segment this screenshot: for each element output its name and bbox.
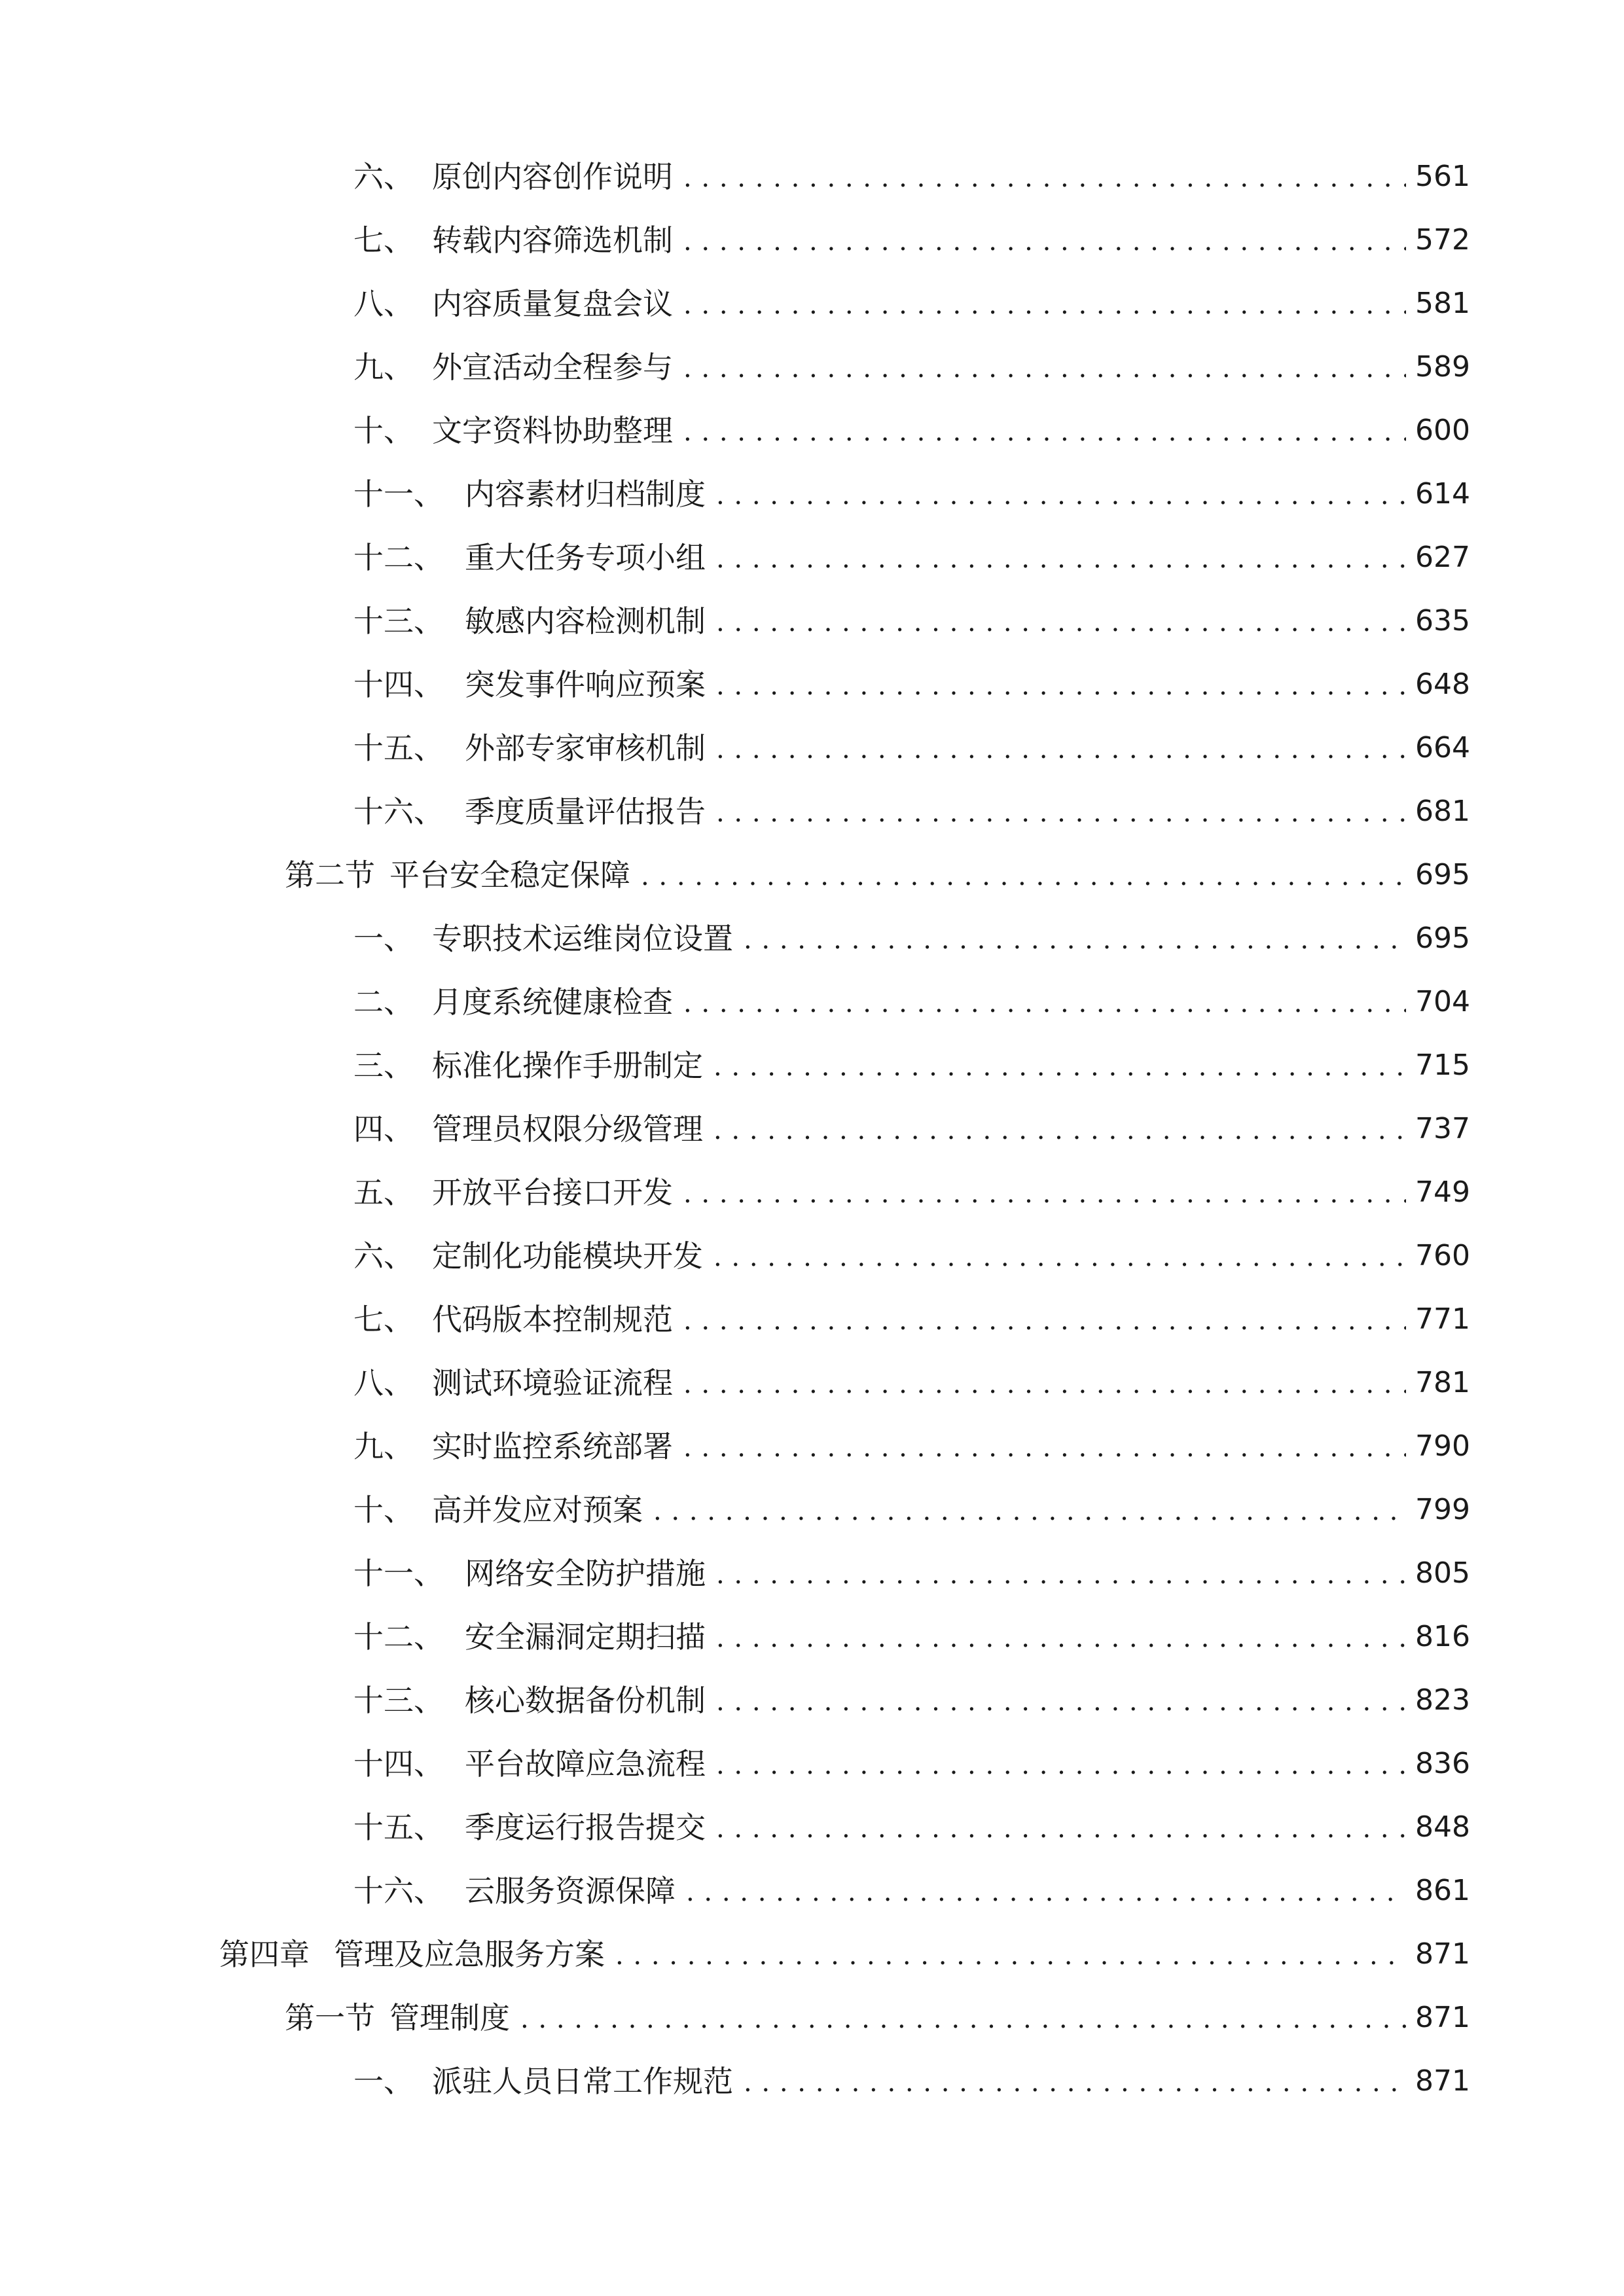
toc-leader-dots — [615, 1929, 1406, 1979]
toc-entry-page: 572 — [1415, 223, 1470, 257]
toc-entry-number: 十五、 — [353, 730, 444, 766]
toc-entry-title: 管理员权限分级管理 — [432, 1111, 703, 1147]
toc-entry-page: 861 — [1415, 1874, 1470, 1907]
toc-entry-title: 标准化操作手册制定 — [432, 1048, 703, 1083]
toc-entry[interactable] — [353, 215, 1470, 265]
toc-entry-number: 六、 — [353, 159, 414, 194]
toc-entry-title: 开放平台接口开发 — [432, 1175, 673, 1210]
toc-entry-page: 749 — [1415, 1175, 1470, 1209]
toc-entry-title: 平台故障应急流程 — [465, 1746, 706, 1782]
toc-entry-title: 测试环境验证流程 — [432, 1365, 673, 1401]
toc-entry[interactable] — [353, 1866, 1470, 1916]
toc-entry-title: 网络安全防护措施 — [465, 1556, 706, 1591]
toc-entry[interactable] — [353, 342, 1470, 392]
toc-entry-title: 月度系统健康检查 — [432, 984, 673, 1020]
toc-leader-dots — [683, 1358, 1406, 1408]
toc-leader-dots — [683, 342, 1406, 392]
toc-entry-number: 十六、 — [353, 1873, 444, 1909]
toc-leader-dots — [683, 279, 1406, 329]
toc-leader-dots — [716, 596, 1406, 646]
toc-entry-title: 转载内容筛选机制 — [432, 223, 673, 258]
toc-leader-dots — [683, 1168, 1406, 1217]
toc-entry[interactable] — [353, 1803, 1470, 1852]
toc-entry[interactable] — [353, 533, 1470, 583]
toc-entry-number: 六、 — [353, 1238, 414, 1274]
toc-entry-title: 云服务资源保障 — [465, 1873, 676, 1909]
toc-entry-title: 内容质量复盘会议 — [432, 286, 673, 321]
toc-leader-dots — [716, 469, 1406, 519]
toc-entry-title: 平台安全稳定保障 — [389, 857, 630, 893]
toc-entry-number: 九、 — [353, 1429, 414, 1464]
toc-entry-title: 敏感内容检测机制 — [465, 603, 706, 639]
toc-entry-number: 第二节 — [285, 857, 375, 893]
toc-entry-number: 三、 — [353, 1048, 414, 1083]
toc-entry[interactable] — [353, 1168, 1470, 1217]
toc-entry-title: 季度质量评估报告 — [465, 794, 706, 829]
toc-entry[interactable] — [353, 914, 1470, 963]
toc-entry[interactable] — [353, 152, 1470, 202]
toc-entry-number: 十三、 — [353, 1683, 444, 1718]
toc-leader-dots — [713, 1041, 1406, 1090]
toc-entry-title: 专职技术运维岗位设置 — [432, 921, 733, 956]
toc-entry[interactable] — [353, 1612, 1470, 1662]
toc-entry-page: 589 — [1415, 350, 1470, 384]
toc-entry-page: 600 — [1415, 414, 1470, 447]
toc-entry-page: 871 — [1415, 1937, 1470, 1971]
toc-entry-number: 十五、 — [353, 1810, 444, 1845]
toc-entry-title: 代码版本控制规范 — [432, 1302, 673, 1337]
toc-entry-title: 实时监控系统部署 — [432, 1429, 673, 1464]
toc-entry-page: 871 — [1415, 2001, 1470, 2034]
toc-entry[interactable] — [353, 1676, 1470, 1725]
toc-leader-dots — [683, 152, 1406, 202]
toc-entry[interactable] — [353, 977, 1470, 1027]
toc-entry-page: 799 — [1415, 1493, 1470, 1526]
toc-section-entry[interactable] — [285, 850, 1470, 900]
toc-leader-dots — [520, 1993, 1406, 2043]
toc-leader-dots — [653, 1485, 1406, 1535]
toc-entry-number: 十四、 — [353, 1746, 444, 1782]
toc-entry-page: 681 — [1415, 795, 1470, 828]
toc-entry-page: 737 — [1415, 1112, 1470, 1145]
toc-entry-number: 一、 — [353, 921, 414, 956]
toc-entry-page: 715 — [1415, 1049, 1470, 1082]
toc-entry-page: 614 — [1415, 477, 1470, 511]
toc-entry-page: 816 — [1415, 1620, 1470, 1653]
toc-entry-number: 十六、 — [353, 794, 444, 829]
toc-leader-dots — [716, 1612, 1406, 1662]
toc-entry-page: 581 — [1415, 287, 1470, 320]
toc-entry-title: 管理制度 — [389, 2000, 510, 2036]
toc-entry-page: 781 — [1415, 1366, 1470, 1399]
toc-entry-number: 十一、 — [353, 1556, 444, 1591]
toc-entry-number: 十三、 — [353, 603, 444, 639]
toc-entry[interactable] — [353, 1295, 1470, 1344]
toc-entry-title: 派驻人员日常工作规范 — [432, 2064, 733, 2099]
toc-leader-dots — [744, 914, 1406, 963]
toc-leader-dots — [716, 787, 1406, 836]
toc-leader-dots — [641, 850, 1406, 900]
toc-leader-dots — [713, 1231, 1406, 1281]
toc-entry[interactable] — [353, 1231, 1470, 1281]
toc-entry-title: 核心数据备份机制 — [465, 1683, 706, 1718]
toc-entry[interactable] — [353, 1104, 1470, 1154]
toc-leader-dots — [716, 1676, 1406, 1725]
toc-entry-number: 七、 — [353, 223, 414, 258]
toc-entry-page: 790 — [1415, 1429, 1470, 1463]
toc-entry[interactable] — [353, 1739, 1470, 1789]
toc-entry-title: 突发事件响应预案 — [465, 667, 706, 702]
toc-leader-dots — [683, 1422, 1406, 1471]
toc-entry[interactable] — [353, 1041, 1470, 1090]
toc-entry-page: 805 — [1415, 1556, 1470, 1590]
toc-entry-number: 四、 — [353, 1111, 414, 1147]
toc-entry[interactable] — [353, 596, 1470, 646]
toc-entry-number: 十二、 — [353, 540, 444, 575]
toc-leader-dots — [683, 215, 1406, 265]
toc-entry-number: 九、 — [353, 350, 414, 385]
toc-entry-title: 原创内容创作说明 — [432, 159, 673, 194]
toc-entry-number: 七、 — [353, 1302, 414, 1337]
toc-leader-dots — [683, 406, 1406, 456]
toc-entry-page: 848 — [1415, 1810, 1470, 1844]
toc-entry-number: 十、 — [353, 413, 414, 448]
toc-entry-number: 五、 — [353, 1175, 414, 1210]
toc-leader-dots — [716, 1549, 1406, 1598]
toc-entry-title: 季度运行报告提交 — [465, 1810, 706, 1845]
toc-leader-dots — [716, 1739, 1406, 1789]
toc-entry-page: 627 — [1415, 541, 1470, 574]
toc-entry-title: 高并发应对预案 — [432, 1492, 643, 1528]
toc-leader-dots — [713, 1104, 1406, 1154]
toc-entry-number: 八、 — [353, 286, 414, 321]
toc-entry-number: 十二、 — [353, 1619, 444, 1655]
toc-entry-page: 704 — [1415, 985, 1470, 1018]
toc-entry-page: 771 — [1415, 1302, 1470, 1336]
toc-entry-page: 695 — [1415, 922, 1470, 955]
toc-entry-page: 871 — [1415, 2064, 1470, 2098]
toc-entry-number: 一、 — [353, 2064, 414, 2099]
toc-leader-dots — [683, 1295, 1406, 1344]
toc-entry-title: 文字资料协助整理 — [432, 413, 673, 448]
toc-entry[interactable] — [353, 406, 1470, 456]
toc-entry-page: 760 — [1415, 1239, 1470, 1272]
toc-entry-page: 648 — [1415, 668, 1470, 701]
toc-entry[interactable] — [353, 1358, 1470, 1408]
toc-entry-title: 安全漏洞定期扫描 — [465, 1619, 706, 1655]
toc-entry[interactable] — [353, 787, 1470, 836]
toc-entry[interactable] — [353, 2056, 1470, 2106]
toc-entry-title: 管理及应急服务方案 — [334, 1937, 605, 1972]
toc-entry-page: 823 — [1415, 1683, 1470, 1717]
toc-entry-number: 八、 — [353, 1365, 414, 1401]
toc-entry[interactable] — [353, 1485, 1470, 1535]
toc-entry[interactable] — [353, 1422, 1470, 1471]
toc-leader-dots — [716, 723, 1406, 773]
toc-leader-dots — [686, 1866, 1406, 1916]
toc-entry-page: 635 — [1415, 604, 1470, 637]
toc-chapter-entry[interactable] — [219, 1929, 1470, 1979]
toc-section-entry[interactable] — [285, 1993, 1470, 2043]
toc-leader-dots — [716, 660, 1406, 709]
toc-entry-title: 内容素材归档制度 — [465, 476, 706, 512]
toc-entry-number: 十四、 — [353, 667, 444, 702]
toc-entry-number: 二、 — [353, 984, 414, 1020]
toc-entry-page: 836 — [1415, 1747, 1470, 1780]
toc-leader-dots — [716, 533, 1406, 583]
toc-entry[interactable] — [353, 723, 1470, 773]
toc-leader-dots — [716, 1803, 1406, 1852]
toc-entry-title: 外宣活动全程参与 — [432, 350, 673, 385]
toc-entry-number: 第一节 — [285, 2000, 375, 2036]
toc-entry-title: 外部专家审核机制 — [465, 730, 706, 766]
toc-entry-page: 561 — [1415, 160, 1470, 193]
toc-entry[interactable] — [353, 469, 1470, 519]
toc-entry[interactable] — [353, 660, 1470, 709]
toc-entry-page: 695 — [1415, 858, 1470, 891]
toc-entry[interactable] — [353, 1549, 1470, 1598]
toc-entry-number: 第四章 — [219, 1937, 310, 1972]
toc-entry-title: 定制化功能模块开发 — [432, 1238, 703, 1274]
toc-entry-title: 重大任务专项小组 — [465, 540, 706, 575]
toc-entry-page: 664 — [1415, 731, 1470, 764]
toc-entry-number: 十一、 — [353, 476, 444, 512]
toc-leader-dots — [683, 977, 1406, 1027]
toc-leader-dots — [744, 2056, 1406, 2106]
toc-entry-number: 十、 — [353, 1492, 414, 1528]
toc-entry[interactable] — [353, 279, 1470, 329]
